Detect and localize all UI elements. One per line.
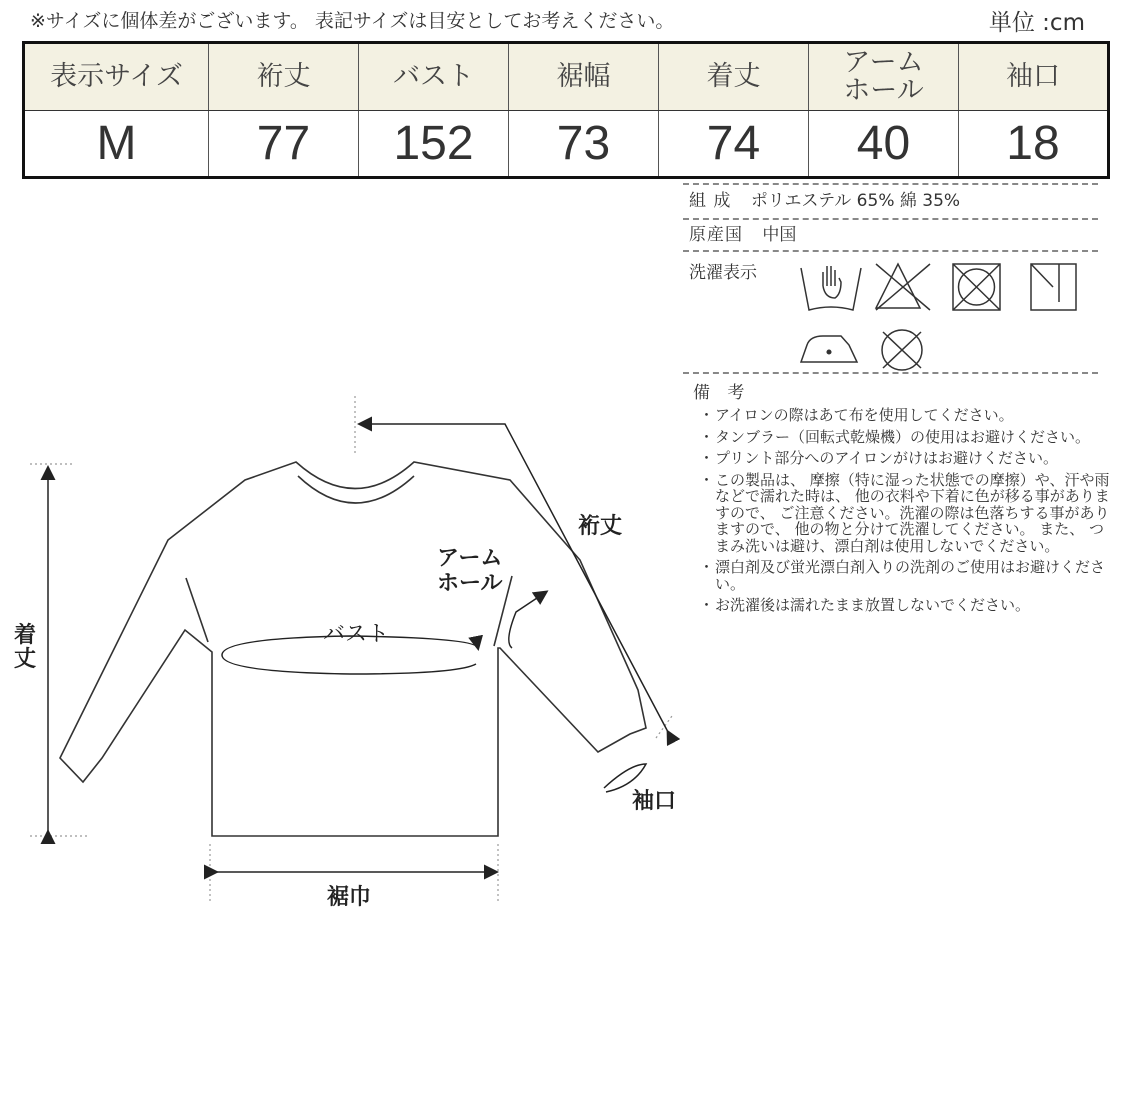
header-armhole (809, 43, 959, 111)
composition-label: 組 成 (689, 191, 732, 211)
remarks (683, 378, 1113, 619)
composition-row (683, 183, 1098, 220)
no-dry-clean-icon (882, 330, 922, 370)
unit-label: 単位 :cm (988, 10, 1085, 36)
care-symbols (683, 252, 1098, 372)
hand-wash-icon (801, 266, 861, 310)
value-length: 74 (659, 111, 809, 178)
dotted-guides (30, 396, 672, 902)
origin-value: 中国 (762, 225, 797, 245)
remark-item: ・ プリント部分へのアイロンがけはお避けください。 (703, 450, 1113, 467)
origin-label: 原産国 (689, 225, 743, 245)
header-hem-width: 裾幅 (509, 43, 659, 111)
value-sleeve-length: 77 (209, 111, 359, 178)
length-label-line2: 丈 (14, 647, 37, 672)
care-row (683, 252, 1098, 374)
size-table-header-row (24, 43, 1109, 111)
header-armhole-line2: ホール (843, 75, 924, 106)
size-table (22, 41, 1110, 179)
measurement-arrows (48, 424, 668, 872)
armhole-label-line1: アーム (437, 546, 503, 571)
value-size: M (24, 111, 209, 178)
cuff-label: 袖口 (632, 789, 677, 814)
value-cuff: 18 (959, 111, 1109, 178)
remark-item: ・ この製品は、 摩擦（特に湿った状態での摩擦）や、汗や雨などで濡れた時は、 他の衣料や下着に色が移る事がありますので、 ご注意ください。洗濯の際は色落ちする事がありますので、 他の物と分けて洗濯してください。 また、 つまみ洗いは避け、漂白剤は使用しないでください。 (703, 472, 1113, 555)
value-armhole: 40 (809, 111, 959, 178)
remark-item: ・ 漂白剤及び蛍光漂白剤入りの洗剤のご使用はお避けください。 (703, 559, 1113, 592)
sleeve-length-label: 裄丈 (578, 514, 623, 539)
no-tumble-dry-icon (953, 264, 1000, 310)
header-armhole-line1: アーム (843, 46, 924, 78)
composition-value: ポリエステル 65% 綿 35% (750, 191, 961, 211)
armhole-label-line2: ホール (437, 571, 503, 596)
garment-diagram (0, 380, 700, 920)
header-cuff: 袖口 (959, 43, 1109, 111)
remark-item: ・ タンブラー（回転式乾燥機）の使用はお避けください。 (703, 429, 1113, 446)
header-size: 表示サイズ (24, 43, 209, 111)
length-label-line1: 着 (14, 623, 37, 648)
no-bleach-icon (876, 264, 930, 310)
header-length: 着丈 (659, 43, 809, 111)
remarks-list (683, 407, 1113, 614)
garment-outline (60, 462, 646, 836)
header-bust: バスト (359, 43, 509, 111)
size-note: ※サイズに個体差がございます。 表記サイズは目安としてお考えください。 (30, 10, 675, 32)
care-label: 洗濯表示 (689, 263, 757, 283)
origin-row (683, 220, 1098, 252)
product-info (683, 183, 1098, 374)
remarks-title: 備 考 (693, 383, 751, 403)
value-bust: 152 (359, 111, 509, 178)
header-sleeve-length: 裄丈 (209, 43, 359, 111)
value-hem-width: 73 (509, 111, 659, 178)
line-dry-shade-icon (1031, 264, 1076, 310)
remark-item: ・ お洗濯後は濡れたまま放置しないでください。 (703, 597, 1113, 614)
iron-low-icon (801, 336, 857, 362)
hem-label: 裾巾 (327, 885, 372, 910)
remark-item: ・ アイロンの際はあて布を使用してください。 (703, 407, 1113, 424)
size-table-value-row (24, 111, 1109, 178)
bust-label: バスト (323, 622, 390, 647)
